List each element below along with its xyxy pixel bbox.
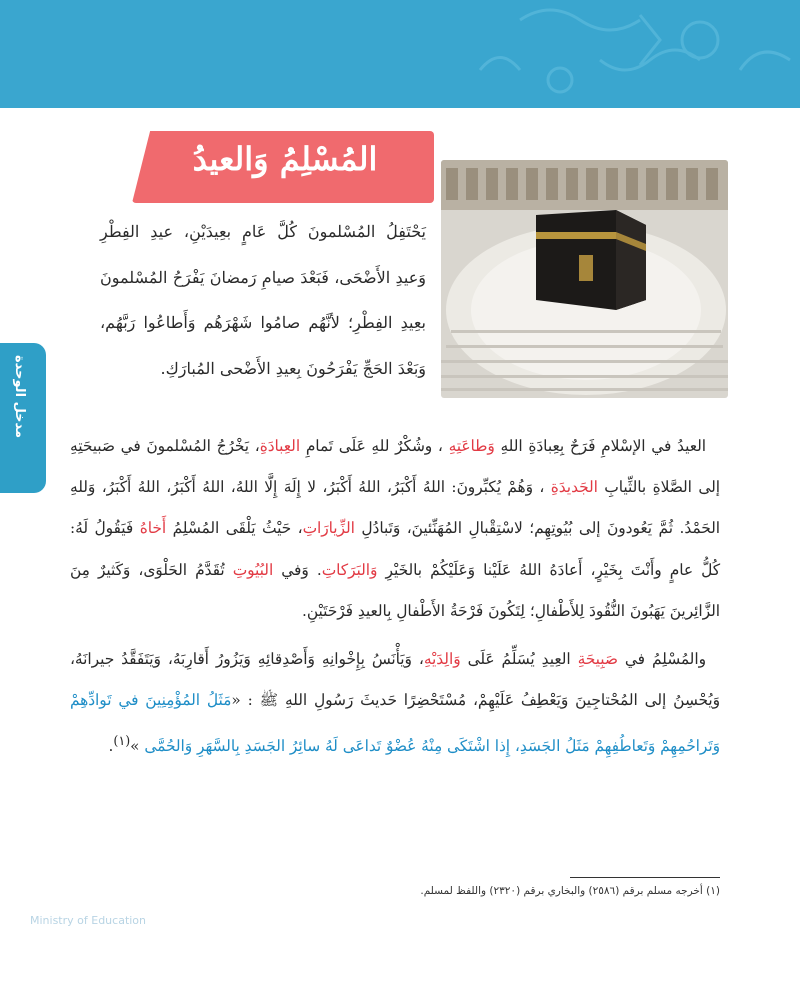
top-banner xyxy=(0,0,800,108)
footnote: (١) أخرجه مسلم برقم (٢٥٨٦) والبخاري برقم (٢٣٢٠) واللفظ لمسلم. xyxy=(420,885,720,897)
p1-text-7: . وَفي xyxy=(273,560,322,579)
p1-text-6: فَيَقُولُ لَهُ: كُلُّ عامٍ وأَنْتَ بِخَيْرٍ، أَعادَهُ اللهُ عَلَيْنا وَعَلَيْكُمْ بالخَيْرِ xyxy=(70,519,720,579)
intro-text: يَحْتَفِلُ المُسْلمونَ كُلَّ عَامٍ بعِيدَيْنِ، عيدِ الفِطْرِ وَعيدِ الأَضْحَى، فَبَعْدَ صيامِ رَمضانَ يَفْرَحُ المُسْلمونَ بعِيدِ الفِطْرِ؛ لأنَّهُم صامُوا شَهْرَهُم وَأَطاعُوا رَبَّهُم، وَبَعْدَ الحَجِّ يَفْرَحُونَ بِعيدِ الأَضْحى المُبارَكِ. xyxy=(100,222,426,378)
main-body xyxy=(70,426,720,768)
footnote-divider xyxy=(570,877,720,878)
p1-keyword-1: وَطاعَتِهِ xyxy=(448,437,495,455)
banner-pattern-icon xyxy=(0,0,800,108)
p1-text-1: العيدُ في الإسْلامِ فَرَحٌ بِعِبادَةِ اللهِ xyxy=(494,437,706,455)
p1-text-3: ، يَخْرُجُ المُسْلمونَ في صَبيحَتِهِ إلى الصَّلاةِ بالثِّيابِ xyxy=(70,437,720,497)
p1-text-4: ، وَهُمْ يُكبِّرونَ: اللهُ أَكْبَرُ، اللهُ أَكْبَرُ، لا إِلَهَ إِلَّا اللهُ، اللهُ أَكْبَرُ، اللهُ أَكْبَرُ، وَللهِ الحَمْدُ. ثُمَّ يَعُودونَ إلى بُيُوتِهِم؛ لاسْتِقْبالِ المُهَنِّئينَ، وَتَبادُلِ xyxy=(70,478,720,538)
p2-text-3: ، وَيَأْنَسُ بِإِخْوانِهِ وَأَصْدِقائِهِ وَيَزُورُ أَقارِبَهُ، وَيَتَفَقَّدُ جيرانَهُ، وَيُحْسِنُ إلى المُحْتاجِينَ وَيَعْطِفُ عَلَيْهِمْ، مُسْتَحْضِرًا حَديثَ رَسُولِ اللهِ ﷺ : « xyxy=(70,650,720,710)
p2-text-5: . xyxy=(108,737,114,756)
p2-text-4: » xyxy=(130,737,145,756)
hadith-text: مَثَلُ المُؤْمِنِينَ في تَوادِّهِمْ وَتَراحُمِهِمْ وَتَعاطُفِهِمْ مَثَلُ الجَسَدِ، إِذا اشْتَكَى مِنْهُ عُضْوٌ تَداعَى لَهُ سائِرُ الجَسَدِ بِالسَّهَرِ وَالحُمَّى xyxy=(70,691,720,756)
intro-paragraph xyxy=(100,209,426,391)
p1-text-2: ، وشُكْرٌ للهِ عَلَى تَمامِ xyxy=(300,437,449,455)
p1-keyword-3: الجَديدَةِ xyxy=(550,478,598,497)
ministry-watermark: Ministry of Education xyxy=(30,914,147,927)
p2-text-1: والمُسْلِمُ في xyxy=(617,650,706,669)
side-tab-label: مدخل الوحدة xyxy=(12,355,27,439)
kaaba-photo-icon xyxy=(441,160,728,398)
p1-keyword-2: العِبادَةِ xyxy=(259,437,301,455)
paragraph-2 xyxy=(70,639,720,768)
p1-text-5: ، حَيْثُ يَلْقَى المُسْلِمُ xyxy=(166,519,303,538)
p1-keyword-4: الزِّيارَاتِ xyxy=(302,519,355,538)
p1-keyword-6: وَالبَرَكاتِ xyxy=(321,560,378,579)
p2-keyword-2: وَالِدَيْهِ xyxy=(423,650,461,669)
footnote-ref[interactable]: (١) xyxy=(113,734,131,750)
p1-keyword-7: البُيُوتِ xyxy=(232,560,274,579)
p1-keyword-5: أَخاهُ xyxy=(139,519,167,538)
paragraph-1 xyxy=(70,426,720,632)
p2-text-2: العِيدِ يُسَلِّمُ عَلَى xyxy=(460,650,578,669)
unit-side-tab xyxy=(0,343,46,493)
lesson-title: المُسْلِمُ وَالعيدُ xyxy=(192,140,378,178)
p2-keyword-1: صَبِيحَةِ xyxy=(577,650,618,669)
kaaba-photo xyxy=(441,160,728,398)
p1-text-8: تُقَدَّمُ الحَلْوَى، وَكَثيرٌ مِنَ الزَّائِرينَ يَهَبُونَ النُّقُودَ لِلأَطْفالِ؛ لِتَكُونَ فَرْحَةُ الأَطْفالِ بِالعيدِ فَرْحَتَيْنِ. xyxy=(70,560,720,620)
